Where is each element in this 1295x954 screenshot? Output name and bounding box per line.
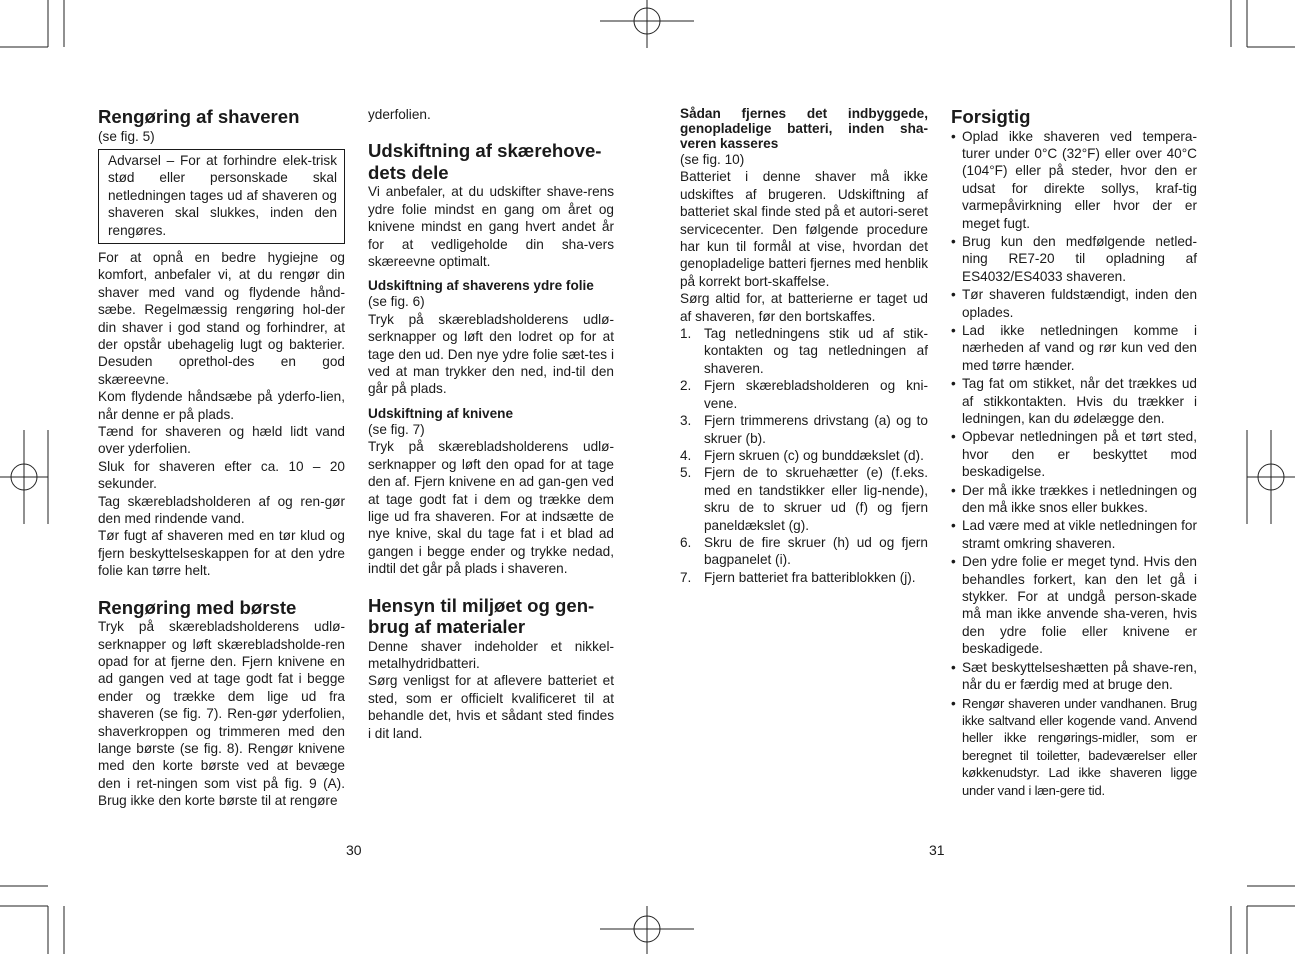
paragraph: Sluk for shaveren efter ca. 10 – 20 sekunder. <box>98 458 345 492</box>
paragraph: Tænd for shaveren og hæld lidt vand over yderfolien. <box>98 424 345 457</box>
list-item: • Lad være med at vikle netledningen for stramt omkring shaveren. <box>951 518 1198 551</box>
figure-ref: (se fig. 5) <box>98 128 155 144</box>
paragraph: Tryk på skærebladsholderens udlø-serknapper og løft skærebladsholde-ren opad for at fjerne den. Fjern knivene en ad gangen ved at tage godt fat i begge ender og trække dem lige ud fra shaveren (se fig. 7). Ren-gør yderfolien, shaverkroppen og trimmeren med den lange børste (se fig. 8). Rengør knivene med den korte børste ved at bevæge den i ret-ningen som vist på fig. 9 (A). Brug ikke den korte børste til at rengøre <box>98 619 345 809</box>
section-title-brush: Rengøring med børste <box>98 596 297 618</box>
paragraph: Tryk på skærebladsholderens udlø-serknapper og løft den lodret op for at tage den ud. Den nye ydre folie sæt-tes i ved at man trykker den ned, ind-til den går på plads. <box>368 311 614 397</box>
column-3 <box>680 106 928 586</box>
paragraph: Tryk på skærebladsholderens udlø-serknapper og løft den opad for at tage den af. Fjern knivene en ad gan-gen ved at tage godt fat i dem og trække dem lige ud fra shaveren. For at indsætte de nye knive, skal du tage fat i et blad ad gangen i begge ender og trykke nedad, indtil det går på plads i shaveren. <box>368 439 614 577</box>
list-item: • Rengør shaveren under vandhanen. Brug ikke saltvand eller kogende vand. Anvend heller ikke rengørings-midler, som er beregnet til toiletter, badeværelser eller køkkenudstyr. Lad ikke shaveren ligge under vand i læn-gere tid. <box>951 695 1197 798</box>
paragraph: For at opnå en bedre hygiejne og komfort, anbefaler vi, at du rengør din shaver med vand og flydende hånd-sæbe. Regelmæssig rengøring hol-der din shaver i god stand og forhindrer, at der opstår ubehagelig lugt og bakterier. Desuden oprethol-des en god skæreevne. <box>98 249 345 387</box>
column-2 <box>368 106 614 742</box>
paragraph: Sørg altid for, at batterierne er taget ud af shaveren, før den bortskaffes. <box>680 291 928 324</box>
paragraph: Denne shaver indeholder et nikkel-metalhydridbatteri. <box>368 638 614 671</box>
list-item: 4. Fjern skruen (c) og bunddækslet (d). <box>680 447 924 463</box>
section-title-cleaning: Rengøring af shaveren <box>98 106 300 127</box>
page-number-left: 30 <box>346 842 362 858</box>
section-title-replace: Udskiftning af skærehove-dets dele <box>368 140 602 183</box>
list-item: • Tør shaveren fuldstændigt, inden den oplades. <box>951 287 1197 320</box>
section-title-environment: Hensyn til miljøet og gen-brug af materialer <box>368 594 595 638</box>
paragraph: Tag skærebladsholderen af og ren-gør den med rindende vand. <box>98 493 345 527</box>
paragraph: yderfolien. <box>368 107 431 122</box>
list-item: • Opbevar netledningen på et tørt sted, hvor den er beskyttet mod beskadigelse. <box>951 429 1197 480</box>
list-item: • Sæt beskyttelseshætten på shave-ren, når du er færdig med at bruge den. <box>951 659 1197 693</box>
section-title-caution: Forsigtig <box>951 106 1031 127</box>
warning-text: Advarsel – For at forhindre elek-trisk stød eller personskade skal netledningen tages ud af shaveren og shaveren skal slukkes, inden den rengøres. <box>108 152 337 238</box>
paragraph: Tør fugt af shaveren med en tør klud og fjern beskyttelseskappen for at den ydre folie kan tørre helt. <box>98 528 345 579</box>
figure-ref: (se fig. 7) <box>368 421 425 437</box>
paragraph: Kom flydende håndsæbe på yderfo-lien, når denne er på plads. <box>98 389 345 422</box>
subsection-title-foil: Udskiftning af shaverens ydre folie <box>368 278 594 294</box>
list-item: • Tag fat om stikket, når det trækkes ud af stikkontakten. Hvis du trækker i ledningen, kan du ødelægge den. <box>951 376 1197 426</box>
caution-list <box>951 128 1197 799</box>
paragraph: Vi anbefaler, at du udskifter shave-rens ydre folie mindst en gang om året og knivene mindst en gang hvert andet år for at vedligeholde din sha-vers skæreevne optimalt. <box>368 184 614 270</box>
list-item: 2. Fjern skærebladsholderen og kni-vene. <box>680 378 928 411</box>
column-4 <box>951 106 1197 800</box>
paragraph: Sørg venligst for at aflevere batteriet et sted, som er officielt kvalificeret til at behandle det, hvis et sådant sted findes i dit land. <box>368 673 614 741</box>
battery-steps-list <box>680 325 928 586</box>
figure-ref: (se fig. 6) <box>368 294 425 310</box>
paragraph: Batteriet i denne shaver må ikke udskiftes af brugeren. Udskiftning af batteriet skal finde sted på et autori-seret servicecenter. Den følgende procedure har kun til formål at vise, hvordan det genopladelige batteri fjernes med henblik på korrekt bort-skaffelse. <box>680 169 928 289</box>
list-item: • Lad ikke netledningen komme i nærheden af vand og rør kun ved den med tørre hænder. <box>951 322 1197 373</box>
list-item: • Oplad ikke shaveren ved tempera-turer under 0°C (32°F) eller over 40°C (104°F) eller på steder, hvor den er udsat for direkte sollys, kraf-tig varmepåvirkning eller hvor der er meget fugt. <box>951 128 1197 231</box>
list-item: • Brug kun den medfølgende netled-ning RE7-20 til opladning af ES4032/ES4033 shaveren. <box>951 233 1197 284</box>
page-number-right: 31 <box>929 842 945 858</box>
list-item: • Der må ikke trækkes i netledningen og den må ikke snos eller bukkes. <box>951 482 1197 516</box>
section-title-battery: Sådan fjernes det indbyggede, genopladelige batteri, inden sha-veren kasseres <box>680 106 928 151</box>
list-item: 7. Fjern batteriet fra batteriblokken (j). <box>680 569 916 585</box>
list-item: • Den ydre folie er meget tynd. Hvis den behandles forkert, kan den let gå i stykker. For at undgå person-skade må man ikke anvende sha-veren, hvis den ydre folie eller knivene er beskadigede. <box>951 554 1197 657</box>
list-item: 3. Fjern trimmerens drivstang (a) og to skruer (b). <box>680 413 928 446</box>
column-1 <box>98 106 345 810</box>
figure-ref: (se fig. 10) <box>680 152 745 167</box>
subsection-title-knives: Udskiftning af knivene <box>368 405 514 421</box>
warning-box <box>98 149 345 244</box>
list-item: 1. Tag netledningens stik ud af stik-kontakten og tag netledningen af shaveren. <box>680 326 928 376</box>
list-item: 5. Fjern de to skruehætter (e) (f.eks. med en tandstikker eller lig-nende), skru de to skruer ud (f) og fjern paneldækslet (g). <box>680 465 928 533</box>
list-item: 6. Skru de fire skruer (h) ud og fjern bagpanelet (i). <box>680 534 928 568</box>
